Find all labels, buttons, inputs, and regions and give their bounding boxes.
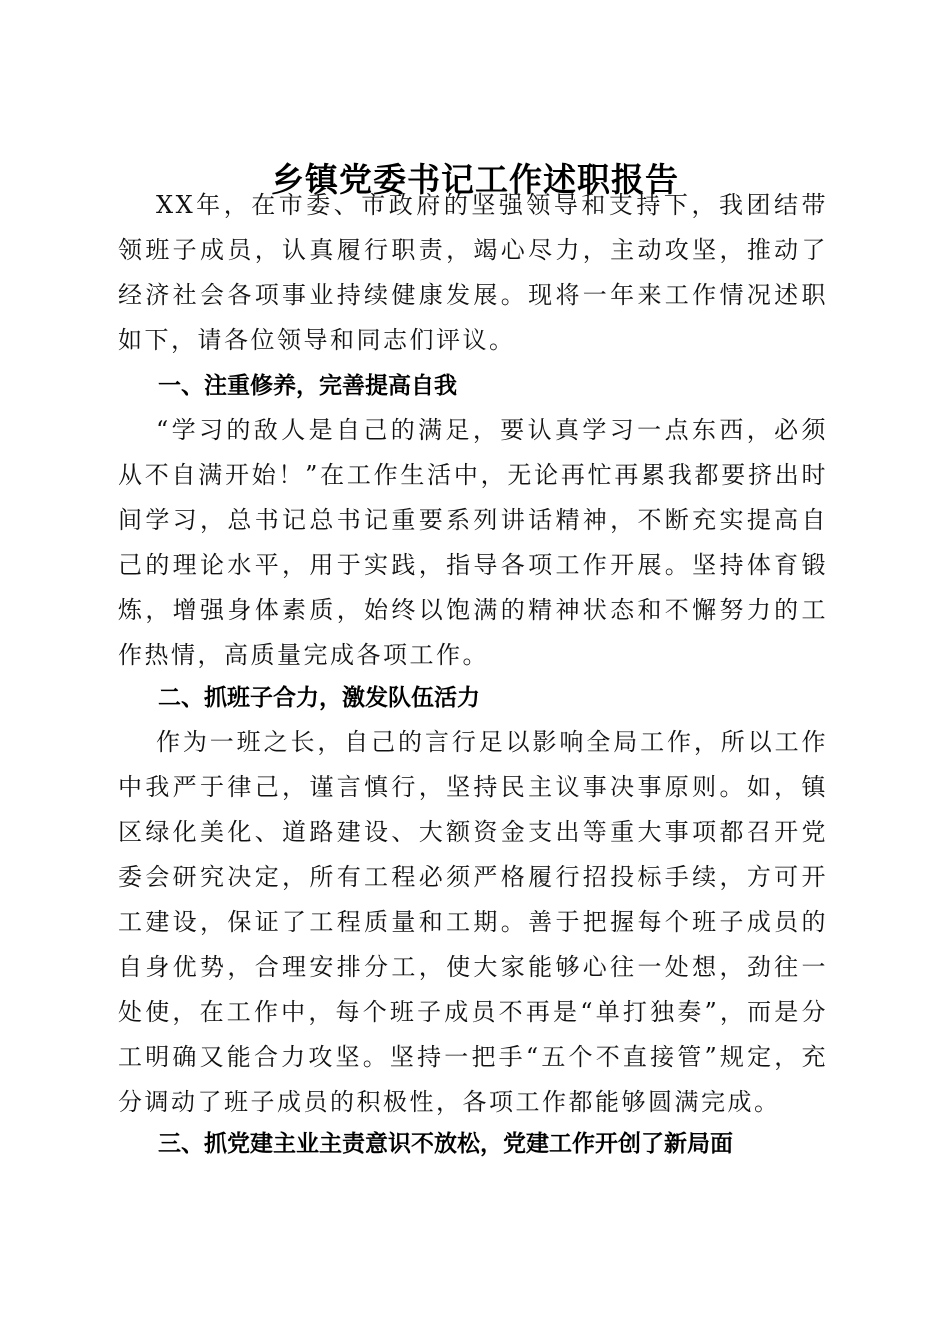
section-1-paragraph: “学习的敌人是自己的满足，要认真学习一点东西，必须从不自满开始！”在工作生活中，无论再忙再累我都要挤出时间学习，总书记总书记重要系列讲话精神，不断充实提高自己的理论水平，用于实践，指导各项工作开展。坚持体育锻炼，增强身体素质，始终以饱满的精神状态和不懈努力的工作热情，高质量完成各项工作。	[118, 416, 828, 669]
section-heading-3: 三、抓党建主业主责意识不放松，党建工作开创了新局面	[158, 1131, 733, 1157]
document-title: 乡镇党委书记工作述职报告	[271, 160, 679, 200]
section-heading-2: 二、抓班子合力，激发队伍活力	[158, 685, 480, 711]
section-heading-1: 一、注重修养，完善提高自我	[158, 373, 457, 399]
section-2-paragraph: 作为一班之长，自己的言行足以影响全局工作，所以工作中我严于律己，谨言慎行，坚持民主议事决事原则。如，镇区绿化美化、道路建设、大额资金支出等重大事项都召开党委会研究决定，所有工程必须严格履行招投标手续，方可开工建设，保证了工程质量和工期。善于把握每个班子成员的自身优势，合理安排分工，使大家能够心往一处想，劲往一处使，在工作中，每个班子成员不再是“单打独奏”，而是分工明确又能合力攻坚。坚持一把手“五个不直接管”规定，充分调动了班子成员的积极性，各项工作都能够圆满完成。	[118, 728, 828, 1116]
intro-paragraph: XX年，在市委、市政府的坚强领导和支持下，我团结带领班子成员，认真履行职责，竭心尽力，主动攻坚，推动了经济社会各项事业持续健康发展。现将一年来工作情况述职如下，请各位领导和同志们评议。	[118, 191, 828, 354]
